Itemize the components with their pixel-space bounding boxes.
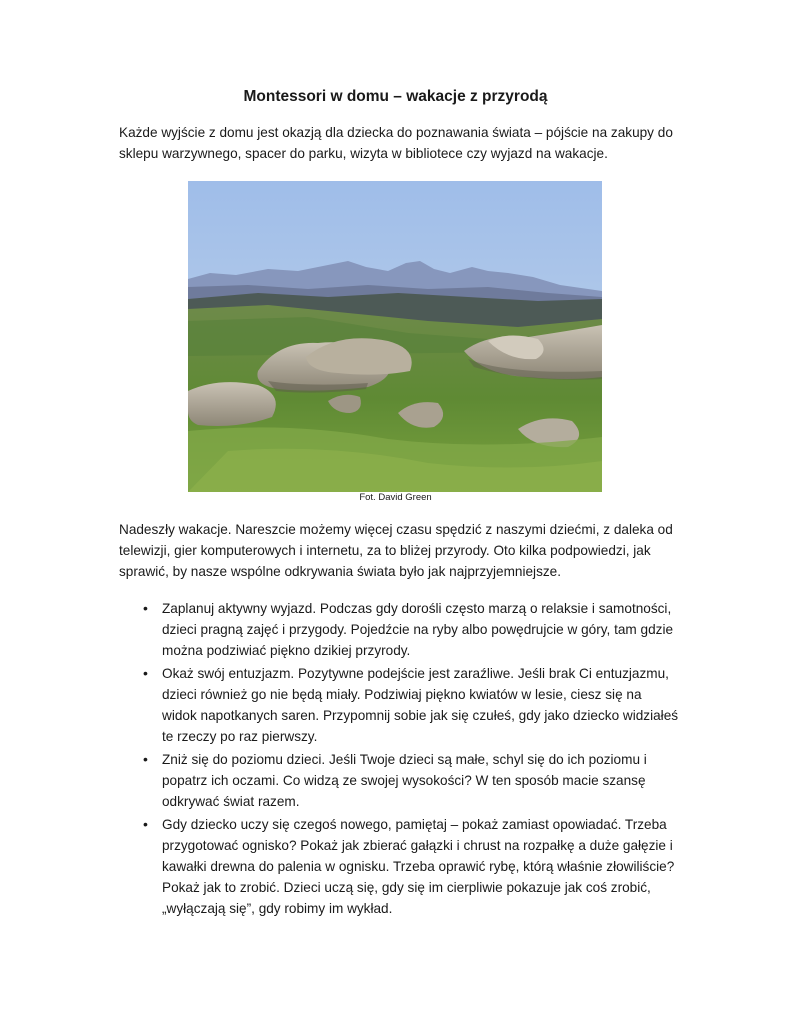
tips-list xyxy=(119,598,679,921)
list-item: • Okaż swój entuzjazm. Pozytywne podejście jest zaraźliwe. Jeśli brak Ci entuzjazmu, dzieci również go nie będą miały. Podziwiaj piękno kwiatów w lesie, ciesz się na widok napotkanych saren. Przypomnij sobie jak się czułeś, gdy jako dziecko widziałeś te rzeczy po raz pierwszy. xyxy=(119,663,679,747)
intro-paragraph: Każde wyjście z domu jest okazją dla dziecka do poznawania świata – pójście na zakupy do sklepu warzywnego, spacer do parku, wizyta w bibliotece czy wyjazd na wakacje. xyxy=(119,125,673,161)
photo-caption: Fot. David Green xyxy=(359,492,432,503)
list-item: • Zaplanuj aktywny wyjazd. Podczas gdy dorośli często marzą o relaksie i samotności, dzieci pragną zajęć i przygody. Pojedźcie na ryby albo powędrujcie w góry, tam gdzie można podziwiać piękno dzikiej przyrody. xyxy=(119,598,679,661)
landscape-photo xyxy=(188,181,602,492)
list-item: • Gdy dziecko uczy się czegoś nowego, pamiętaj – pokaż zamiast opowiadać. Trzeba przygotować ognisko? Pokaż jak zbierać gałązki i chrust na rozpałkę a duże gałęzie i kawałki drewna do palenia w ognisku. Trzeba oprawić rybę, którą właśnie złowiliście? Pokaż jak to zrobić. Dzieci uczą się, gdy się im cierpliwie pokazuje jak coś zrobić, „wyłączają się”, gdy robimy im wykład. xyxy=(119,814,679,919)
list-item: • Zniż się do poziomu dzieci. Jeśli Twoje dzieci są małe, schyl się do ich poziomu i popatrz ich oczami. Co widzą ze swojej wysokości? W ten sposób macie szansę odkrywać świat razem. xyxy=(119,749,679,812)
page-title: Montessori w domu – wakacje z przyrodą xyxy=(243,88,548,105)
holiday-paragraph: Nadeszły wakacje. Nareszcie możemy więcej czasu spędzić z naszymi dziećmi, z daleka od telewizji, gier komputerowych i internetu, za to bliżej przyrody. Oto kilka podpowiedzi, jak sprawić, by nasze wspólne odkrywania świata było jak najprzyjemniejsze. xyxy=(119,522,673,579)
